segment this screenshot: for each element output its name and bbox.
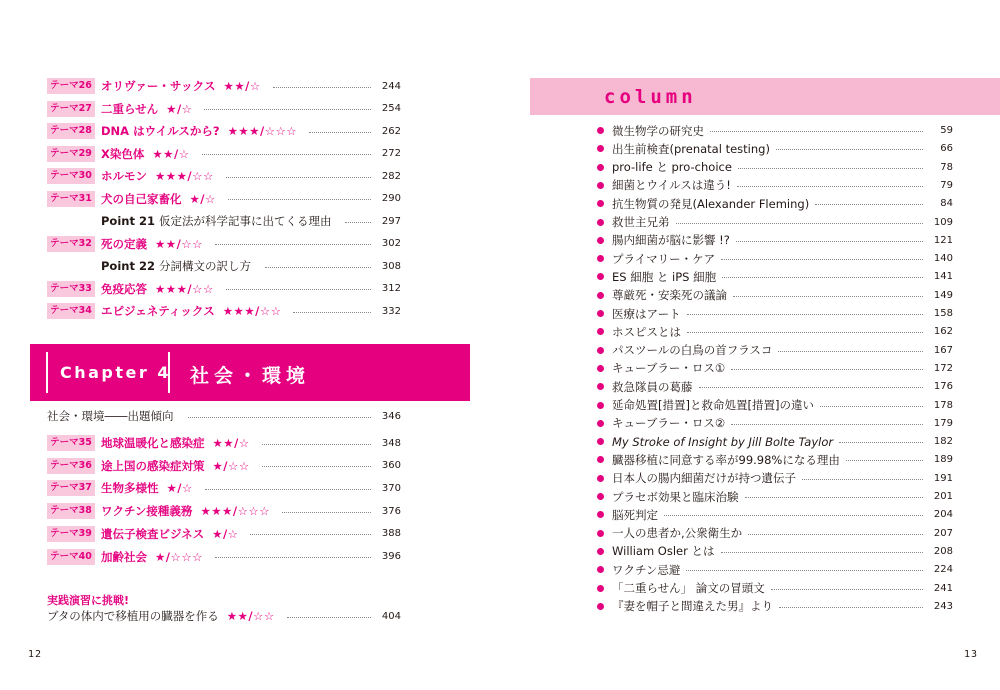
dot-leader <box>731 424 923 425</box>
chapter-title: 社会・環境 <box>190 365 311 387</box>
column-entry[interactable] <box>597 250 953 267</box>
bullet-icon <box>597 402 604 409</box>
column-entry-title: 臓器移植に同意する率が99.98%になる理由 <box>612 452 840 467</box>
theme-title: DNA はウイルスから? <box>101 124 220 138</box>
column-entry-title: 微生物学の研究史 <box>612 123 704 138</box>
column-entry-title: 尊厳死・安楽死の議論 <box>612 288 727 303</box>
column-entry-title: ワクチン忌避 <box>612 562 681 577</box>
page-ref: 348 <box>381 437 401 449</box>
column-entry-title: 救急隊員の葛藤 <box>612 379 693 394</box>
column-entry[interactable] <box>597 397 953 414</box>
column-entry[interactable] <box>597 543 953 560</box>
bullet-icon <box>597 237 604 244</box>
difficulty-stars: ★★★/☆☆☆ <box>227 124 298 138</box>
theme-badge: テーマ27 <box>47 101 95 117</box>
bullet-icon <box>597 420 604 427</box>
difficulty-stars: ★★★/☆☆ <box>155 281 214 296</box>
theme-badge: テーマ29 <box>47 146 95 162</box>
column-entry-title: プラセボ効果と臨床治験 <box>612 489 739 504</box>
column-entry-title: 救世主兄弟 <box>612 215 670 229</box>
column-entry[interactable] <box>597 470 953 487</box>
page-ref: 140 <box>933 253 953 265</box>
difficulty-stars: ★/☆ <box>189 191 216 206</box>
column-entry[interactable] <box>597 305 953 322</box>
dot-leader <box>820 406 923 407</box>
page-ref: 191 <box>933 472 953 484</box>
column-entry-title: キューブラー・ロス① <box>612 361 726 376</box>
bullet-icon <box>597 273 604 280</box>
theme-badge: テーマ33 <box>47 281 95 297</box>
page-ref: 312 <box>381 283 401 294</box>
column-title: column <box>604 86 697 108</box>
theme-title: 死の定義 <box>101 236 147 251</box>
dot-leader <box>687 332 923 333</box>
page-ref: 66 <box>940 143 953 155</box>
page-ref: 189 <box>933 454 953 466</box>
column-entry[interactable] <box>597 232 953 249</box>
column-entry-title: 医療はアート <box>612 306 681 321</box>
theme-title: 加齢社会 <box>101 549 147 564</box>
page-ref: 158 <box>933 308 953 319</box>
column-entry[interactable] <box>597 561 953 578</box>
dot-leader <box>710 131 923 132</box>
theme-badge: テーマ31 <box>47 191 95 207</box>
column-entry[interactable] <box>597 214 953 231</box>
page-ref: 207 <box>933 527 953 539</box>
bullet-icon <box>597 219 604 226</box>
bullet-icon <box>597 456 604 463</box>
column-entry[interactable] <box>597 159 953 176</box>
dot-leader <box>771 589 923 590</box>
page-ref: 346 <box>381 410 401 422</box>
page-ref: 396 <box>381 551 401 562</box>
page-number-right: 13 <box>964 649 979 660</box>
page-ref: 308 <box>381 260 401 272</box>
dot-leader <box>778 351 923 352</box>
theme-title: X染色体 <box>101 146 145 161</box>
bullet-icon <box>597 145 604 152</box>
column-entry-title: 脳死判定 <box>612 507 658 522</box>
bullet-icon <box>597 511 604 518</box>
chapter-intro-title: 社会・環境――出題傾向 <box>47 409 174 423</box>
column-entry[interactable] <box>597 342 953 359</box>
page-ref: 332 <box>381 305 401 317</box>
bullet-icon <box>597 310 604 317</box>
theme-title: 途上国の感染症対策 <box>101 458 205 473</box>
point-title: 仮定法が科学記事に出てくる理由 <box>158 214 332 228</box>
dot-leader <box>733 296 923 297</box>
dot-leader <box>687 314 923 315</box>
dot-leader <box>664 515 923 516</box>
theme-badge: テーマ30 <box>47 168 95 184</box>
column-entry[interactable] <box>597 525 953 542</box>
column-entry[interactable] <box>597 378 953 395</box>
dot-leader <box>686 570 923 571</box>
bullet-icon <box>597 347 604 354</box>
page-ref: 404 <box>381 610 401 622</box>
theme-badge: テーマ40 <box>47 549 95 565</box>
column-entry-title: 日本人の腸内細菌だけが持つ遺伝子 <box>612 471 796 486</box>
page-ref: 360 <box>381 460 401 472</box>
bullet-icon <box>597 328 604 335</box>
page-ref: 243 <box>933 600 953 612</box>
page-ref: 167 <box>933 344 953 356</box>
column-entry-title: 延命処置[措置]と救命処置[措置]の違い <box>612 398 814 412</box>
theme-title: ワクチン接種義務 <box>101 504 193 519</box>
column-entry[interactable] <box>597 140 953 157</box>
page-ref: 201 <box>933 491 953 502</box>
column-entry[interactable] <box>597 415 953 432</box>
column-entry-title: My Stroke of Insight by Jill Bolte Taylor <box>612 434 834 449</box>
column-entry-title: 『妻を帽子と間違えた男』より <box>612 599 773 614</box>
difficulty-stars: ★/☆☆☆ <box>155 549 203 564</box>
bullet-icon <box>597 255 604 262</box>
dot-leader <box>676 223 924 224</box>
bullet-icon <box>597 548 604 555</box>
page-ref: 388 <box>381 528 401 540</box>
dot-leader <box>738 168 923 169</box>
page-ref: 59 <box>940 125 953 136</box>
column-entry[interactable] <box>597 488 953 505</box>
theme-badge: テーマ26 <box>47 78 95 94</box>
theme-title: 地球温暖化と感染症 <box>101 436 205 450</box>
theme-badge: テーマ37 <box>47 480 95 496</box>
column-entry-title: William Osler とは <box>612 544 715 559</box>
column-entry-title: キューブラー・ロス② <box>612 416 726 431</box>
column-entry-title: 出生前検査(prenatal testing) <box>612 141 770 156</box>
bullet-icon <box>597 585 604 592</box>
bullet-icon <box>597 365 604 372</box>
dot-leader <box>731 369 923 370</box>
page-ref: 241 <box>933 582 953 594</box>
theme-badge: テーマ35 <box>47 435 95 451</box>
column-entry-title: プライマリー・ケア <box>612 251 716 266</box>
theme-title: 遺伝子検査ビジネス <box>101 526 205 541</box>
bullet-icon <box>597 182 604 189</box>
page-ref: 290 <box>381 193 401 204</box>
column-entry-title: pro-life と pro-choice <box>612 160 732 175</box>
column-entry[interactable] <box>597 506 953 523</box>
theme-badge: テーマ36 <box>47 458 95 474</box>
difficulty-stars: ★/☆ <box>166 101 193 116</box>
page-ref: 121 <box>933 234 953 246</box>
theme-title: エピジェネティックス <box>101 304 215 318</box>
dot-leader <box>745 497 924 498</box>
dot-leader <box>846 460 923 461</box>
theme-title: ホルモン <box>101 169 147 183</box>
column-entry-title: 細菌とウイルスは違う! <box>612 178 731 193</box>
point-label: Point 21 <box>101 214 155 228</box>
theme-badge: テーマ34 <box>47 303 95 319</box>
page-ref: 109 <box>933 216 953 228</box>
column-entry-title: ホスピスとは <box>612 324 681 339</box>
bullet-icon <box>597 164 604 171</box>
page-ref: 179 <box>933 417 953 429</box>
dot-leader <box>748 534 923 535</box>
page-ref: 224 <box>933 564 953 576</box>
dot-leader <box>736 241 923 242</box>
bullet-icon <box>597 200 604 207</box>
column-entry[interactable] <box>597 323 953 340</box>
column-entry-title: ES 細胞 と iPS 細胞 <box>612 269 717 284</box>
dot-leader <box>839 442 923 443</box>
page-ref: 178 <box>933 399 953 411</box>
column-entry[interactable] <box>597 360 953 377</box>
column-entry[interactable] <box>597 433 953 450</box>
column-entry-title: パスツールの白鳥の首フラスコ <box>612 343 773 358</box>
bullet-icon <box>597 127 604 134</box>
bullet-icon <box>597 493 604 500</box>
dot-leader <box>737 186 923 187</box>
page-ref: 376 <box>381 505 401 517</box>
difficulty-stars: ★★/☆ <box>223 79 261 93</box>
column-entry[interactable] <box>597 177 953 194</box>
column-banner <box>530 78 1000 115</box>
difficulty-stars: ★★/☆☆ <box>226 609 275 623</box>
theme-badge: テーマ38 <box>47 503 95 519</box>
theme-badge: テーマ32 <box>47 236 95 252</box>
page-ref: 297 <box>381 215 401 227</box>
column-entry[interactable] <box>597 122 953 139</box>
difficulty-stars: ★★/☆ <box>152 146 190 161</box>
theme-badge: テーマ28 <box>47 123 95 139</box>
column-entry-title: 腸内細菌が脳に影響 !? <box>612 233 730 248</box>
bullet-icon <box>597 475 604 482</box>
column-entry[interactable] <box>597 287 953 304</box>
page-ref: 182 <box>933 436 953 448</box>
difficulty-stars: ★/☆ <box>212 526 239 541</box>
chapter-label: Chapter 4 <box>60 363 171 382</box>
difficulty-stars: ★★★/☆☆☆ <box>200 504 270 519</box>
page-ref: 149 <box>933 289 953 301</box>
difficulty-stars: ★★★/☆☆ <box>155 169 214 183</box>
theme-title: 免疫応答 <box>101 281 147 296</box>
page-ref: 162 <box>933 326 953 338</box>
page-ref: 262 <box>381 125 401 137</box>
page-ref: 244 <box>381 80 401 92</box>
point-label: Point 22 <box>101 259 155 273</box>
page-ref: 370 <box>381 482 401 494</box>
dot-leader <box>722 277 923 278</box>
bullet-icon <box>597 383 604 390</box>
dot-leader <box>776 149 923 150</box>
dot-leader <box>699 387 924 388</box>
theme-title: 生物多様性 <box>101 481 159 496</box>
page-ref: 172 <box>933 362 953 374</box>
column-entry[interactable] <box>597 268 953 285</box>
page-ref: 141 <box>933 271 953 283</box>
page-ref: 78 <box>940 161 953 173</box>
difficulty-stars: ★/☆ <box>166 481 193 496</box>
bullet-icon <box>597 566 604 573</box>
column-entry-title: 「二重らせん」 論文の冒頭文 <box>612 581 765 595</box>
bullet-icon <box>597 603 604 610</box>
bullet-icon <box>597 292 604 299</box>
difficulty-stars: ★★★/☆☆ <box>222 304 282 318</box>
page-number-left: 12 <box>28 649 43 660</box>
column-entry-title: 抗生物質の発見(Alexander Fleming) <box>612 196 810 211</box>
theme-badge: テーマ39 <box>47 526 95 542</box>
page-ref: 272 <box>381 148 401 159</box>
page-ref: 302 <box>381 238 401 249</box>
dot-leader <box>721 259 923 260</box>
difficulty-stars: ★/☆☆ <box>212 458 250 473</box>
dot-leader <box>815 204 923 205</box>
theme-title: 二重らせん <box>101 101 159 116</box>
page-ref: 208 <box>933 545 953 557</box>
page-ref: 204 <box>933 509 953 521</box>
column-entry[interactable] <box>597 451 953 468</box>
theme-title: オリヴァー・サックス <box>101 79 216 93</box>
dot-leader <box>721 552 923 553</box>
page-ref: 176 <box>933 381 953 393</box>
column-entry[interactable] <box>597 580 953 597</box>
dot-leader <box>802 479 923 480</box>
theme-title: 犬の自己家畜化 <box>101 191 182 206</box>
page-ref: 282 <box>381 170 401 182</box>
page-ref: 79 <box>940 179 953 191</box>
column-entry[interactable] <box>597 598 953 615</box>
bullet-icon <box>597 438 604 445</box>
dot-leader <box>779 607 923 608</box>
practice-title: ブタの体内で移植用の臓器を作る <box>47 609 219 623</box>
practice-heading: 実践演習に挑戦! <box>47 594 130 607</box>
page-ref: 254 <box>381 103 401 114</box>
difficulty-stars: ★★/☆ <box>212 436 250 450</box>
bullet-icon <box>597 530 604 537</box>
page-ref: 84 <box>940 198 953 210</box>
difficulty-stars: ★★/☆☆ <box>155 236 203 251</box>
column-entry-title: 一人の患者か,公衆衛生か <box>612 526 743 541</box>
point-title: 分詞構文の訳し方 <box>158 259 251 273</box>
column-entry[interactable] <box>597 195 953 212</box>
